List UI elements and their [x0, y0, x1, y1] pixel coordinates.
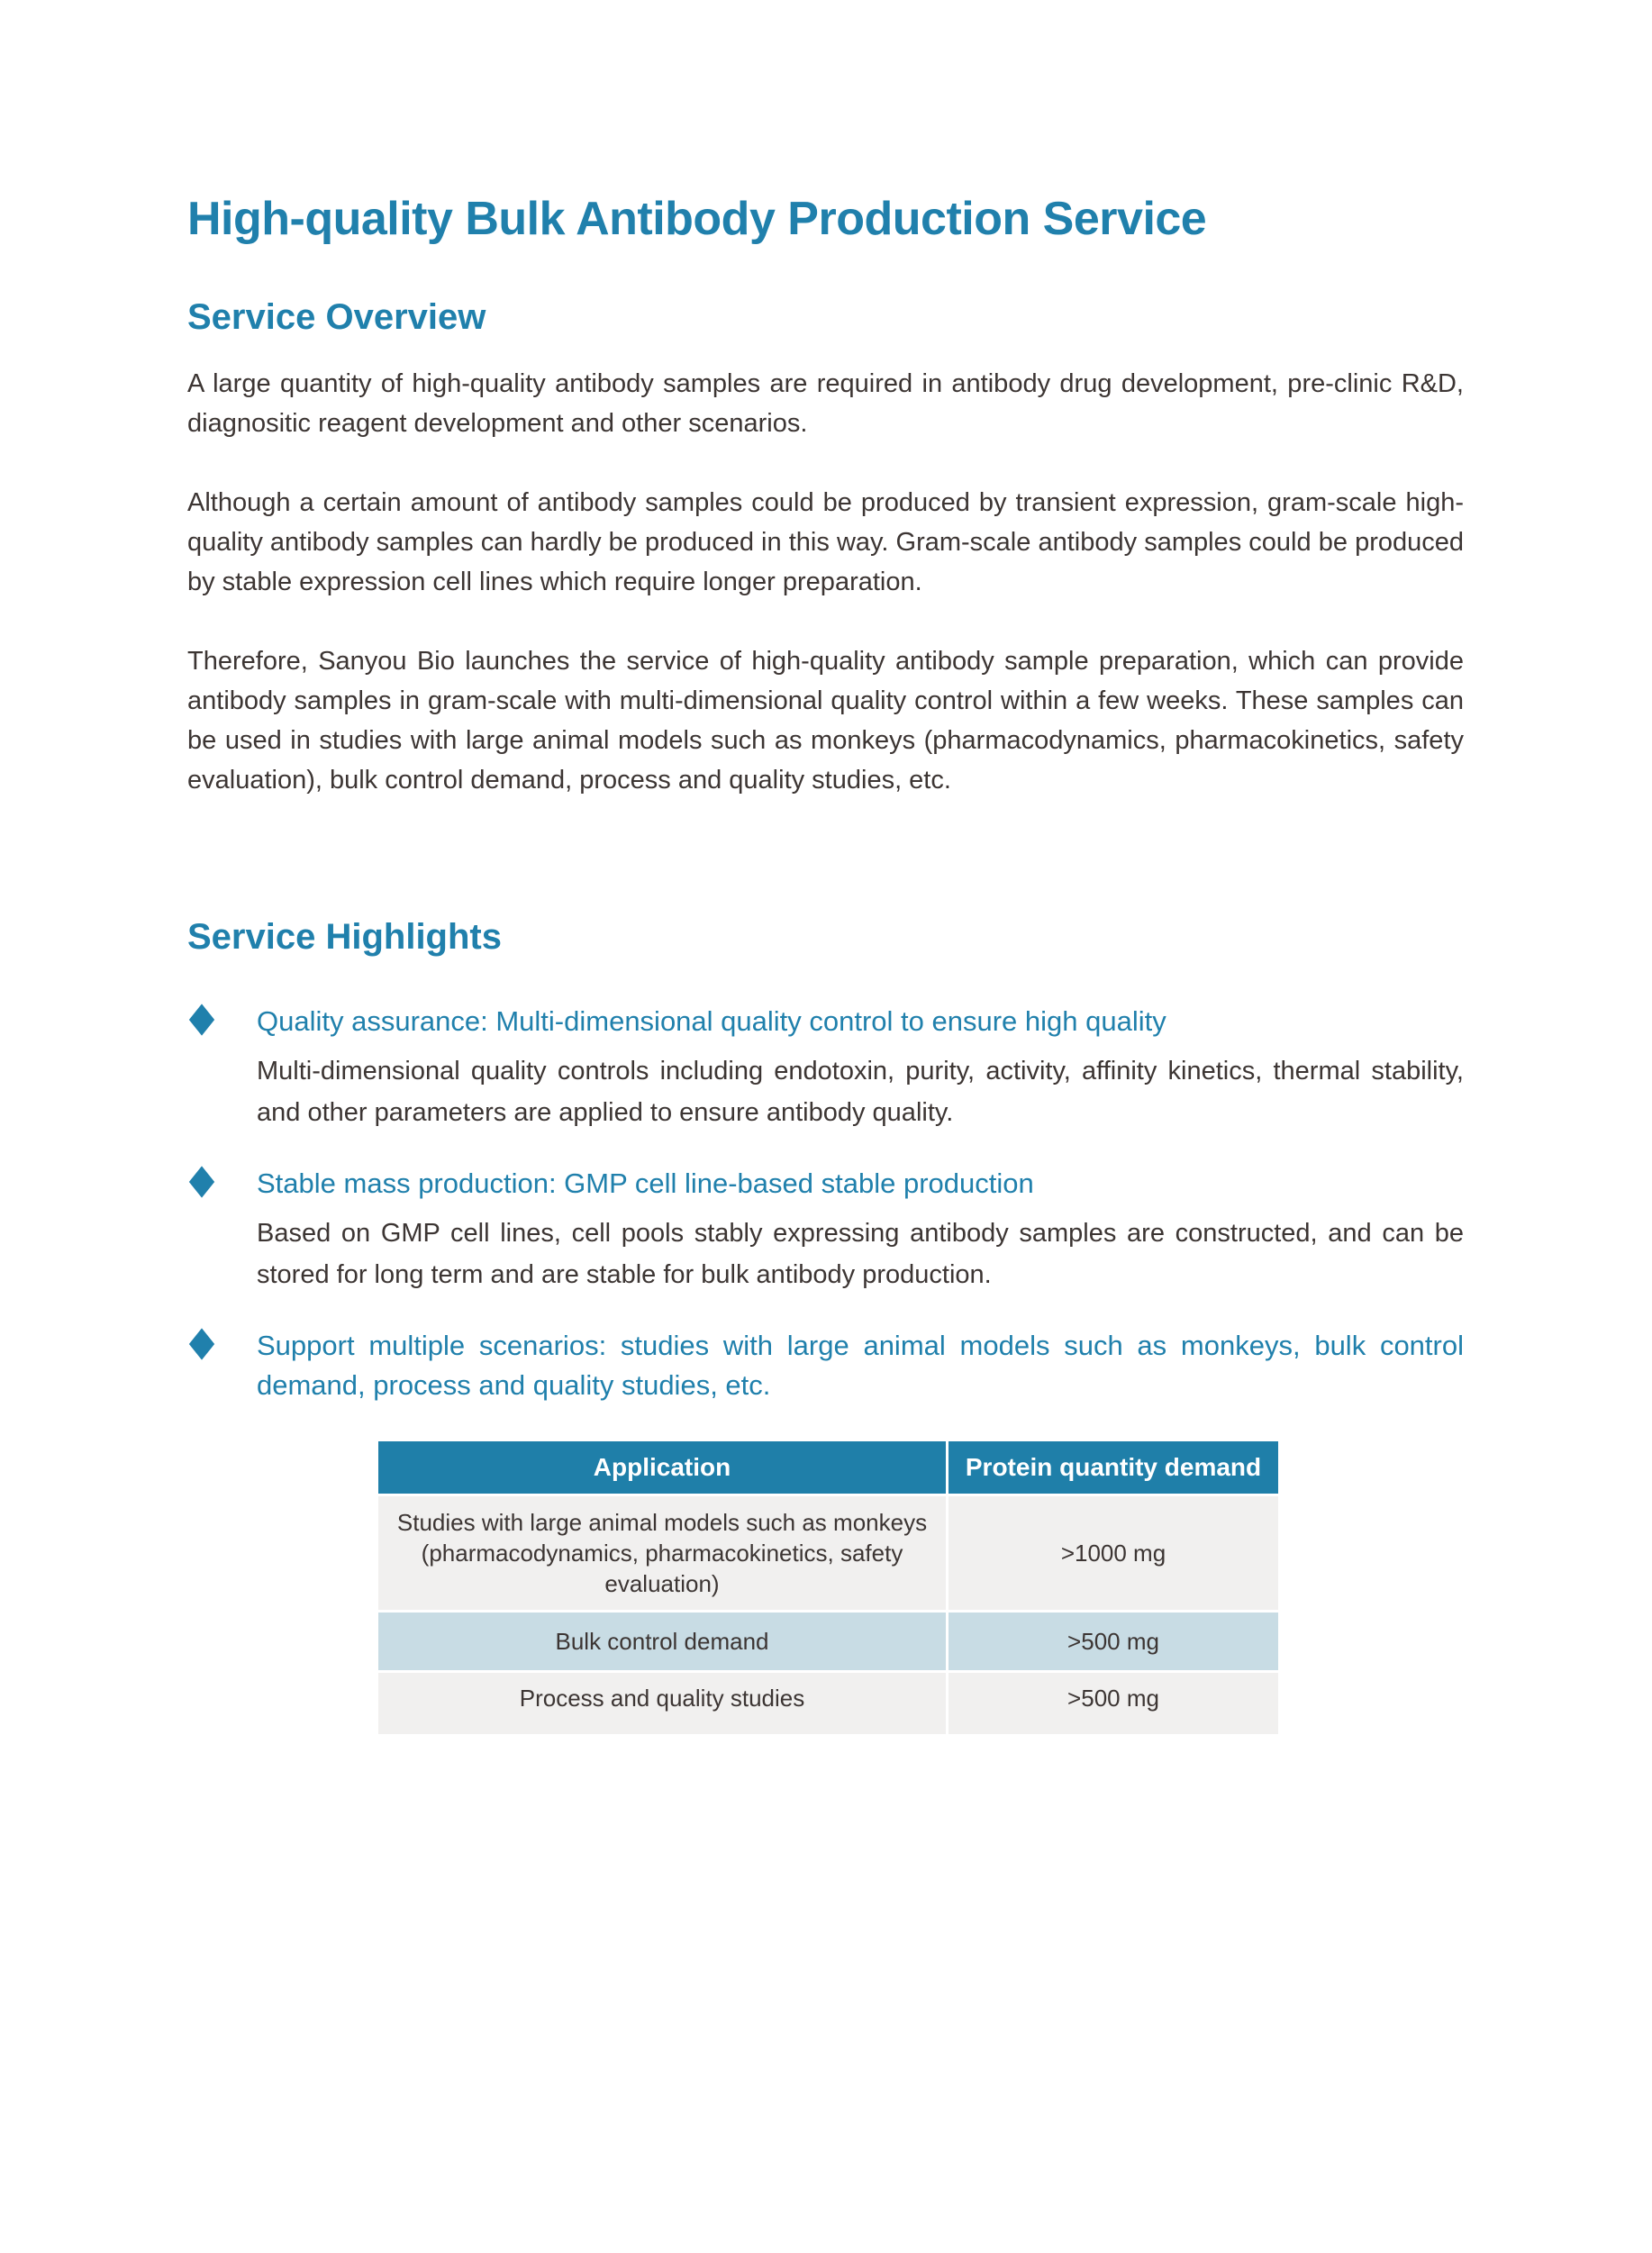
highlight-item-quality-assurance — [187, 1002, 1464, 1133]
table-row-3-demand-cell: >500 mg — [949, 1673, 1278, 1734]
table-row-1-demand-cell: >1000 mg — [949, 1496, 1278, 1610]
column-header-application: Application — [378, 1441, 946, 1494]
table-row-1-application-cell: Studies with large animal models such as monkeys (pharmacodynamics, pharmacokinetics, safety evaluation) — [378, 1496, 946, 1610]
diamond-bullet-icon — [189, 1166, 214, 1197]
page-title: High-quality Bulk Antibody Production Service — [187, 193, 1207, 245]
diamond-bullet-icon — [189, 1328, 214, 1359]
column-header-demand: Protein quantity demand — [949, 1441, 1278, 1494]
highlight-item-stable-mass-production — [187, 1164, 1464, 1295]
highlight-heading: Quality assurance: Multi-dimensional quality control to ensure high quality — [257, 1005, 1166, 1037]
section-overview-heading: Service Overview — [187, 297, 486, 337]
overview-paragraph-2: Although a certain amount of antibody samples could be produced by transient expression, gram-scale high-quality antibody samples can hardly be produced in this way. Gram-scale antibody samples could be produced by stable expression cell lines which require longer preparation. — [187, 488, 1464, 596]
table-row-2-demand-cell: >500 mg — [949, 1613, 1278, 1670]
applications-table — [378, 1441, 1278, 1734]
highlight-item-support-multiple-scenarios — [187, 1326, 1464, 1405]
diamond-bullet-icon — [189, 1004, 214, 1035]
overview-paragraph-3: Therefore, Sanyou Bio launches the service of high-quality antibody sample preparation, which can provide antibody samples in gram-scale with multi-dimensional quality control within a few weeks. These samples can be used in studies with large animal models such as monkeys (pharmacodynamics, pharmacokinetics, safety evaluation), bulk control demand, process and quality studies, etc. — [187, 647, 1464, 795]
table-row-2-application-cell: Bulk control demand — [378, 1613, 946, 1670]
overview-paragraph-1: A large quantity of high-quality antibody samples are required in antibody drug development, pre-clinic R&D, diagnositic reagent development and other scenarios. — [187, 369, 1464, 438]
highlight-heading: Stable mass production: GMP cell line-based stable production — [257, 1167, 1034, 1199]
section-highlights-heading: Service Highlights — [187, 917, 502, 957]
highlight-heading: Support multiple scenarios: studies with large animal models such as monkeys, bulk control demand, process and quality studies, etc. — [257, 1330, 1464, 1401]
highlight-description: Multi-dimensional quality controls including endotoxin, purity, activity, affinity kinetics, thermal stability, and other parameters are applied to ensure antibody quality. — [257, 1057, 1464, 1127]
table-row-3-application-cell: Process and quality studies — [378, 1673, 946, 1734]
highlight-description: Based on GMP cell lines, cell pools stably expressing antibody samples are constructed, and can be stored for long term and are stable for bulk antibody production. — [257, 1219, 1464, 1289]
